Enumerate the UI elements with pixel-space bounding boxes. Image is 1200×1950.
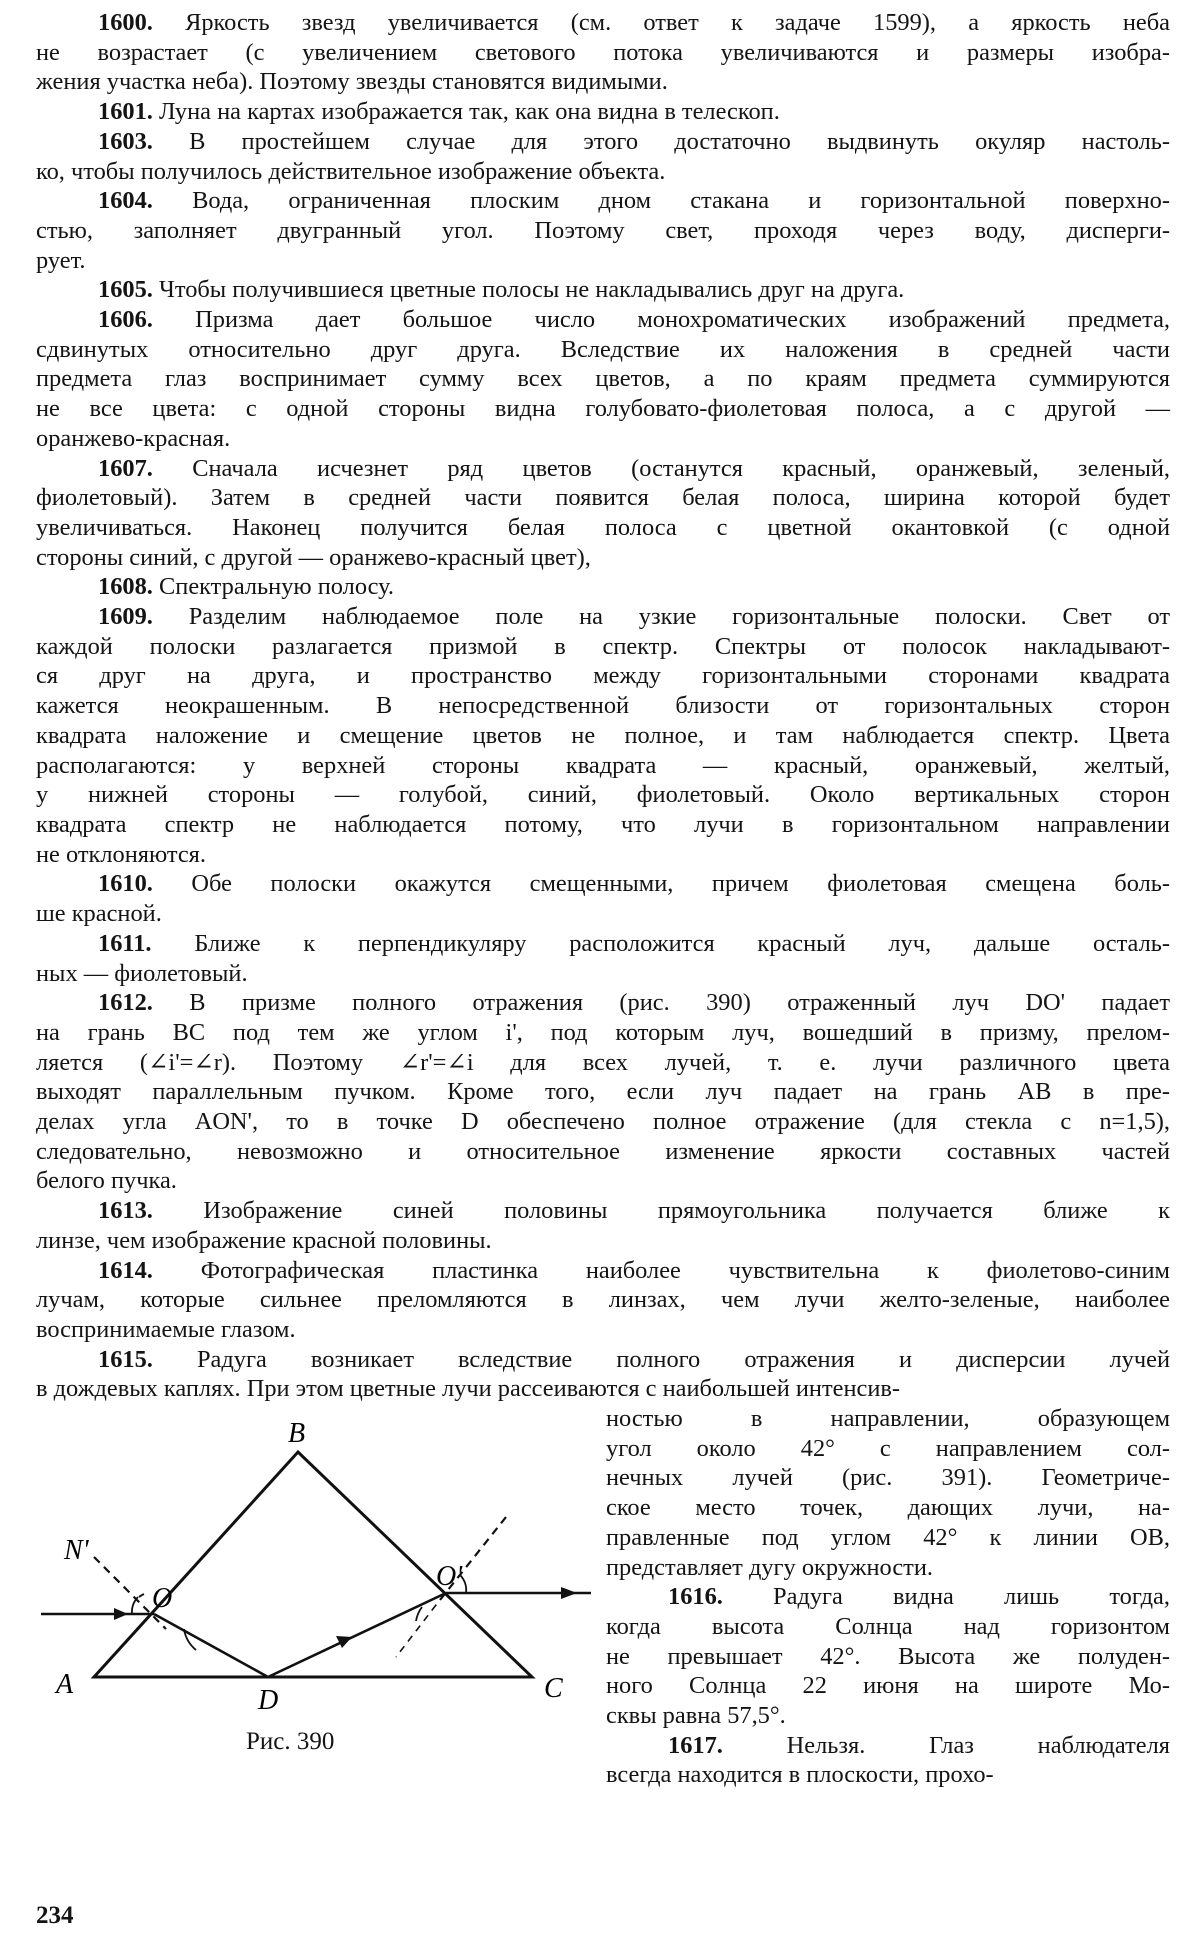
line-text: выходят параллельным пучком. Кроме того, если луч падает на грань AB в пре- xyxy=(36,1078,1170,1106)
text-line xyxy=(36,810,1170,840)
page-body xyxy=(36,8,1170,1790)
ray-o-to-d xyxy=(154,1614,268,1677)
text-line xyxy=(36,1107,1170,1137)
prism-triangle xyxy=(94,1452,532,1677)
paragraph-number: 1612. xyxy=(98,989,153,1017)
label-o-prime: O' xyxy=(436,1561,463,1593)
line-text: Луна на картах изображается так, как она видна в телескоп. xyxy=(159,98,780,126)
line-text: в дождевых каплях. При этом цветные лучи рассеиваются с наибольшей интенсив- xyxy=(36,1375,901,1403)
line-text: не отклоняются. xyxy=(36,840,206,868)
line-text: когда высота Солнца над горизонтом xyxy=(606,1612,1170,1640)
paragraph xyxy=(36,572,1170,602)
line-text: стью, заполняет двугранный угол. Поэтому свет, проходя через воду, дисперги- xyxy=(36,216,1170,244)
figure-390 xyxy=(36,1407,596,1762)
paragraph xyxy=(36,8,1170,97)
label-o: O xyxy=(152,1583,173,1615)
text-line xyxy=(36,424,1170,454)
line-text: Радуга видна лишь тогда, xyxy=(773,1583,1170,1611)
text-line xyxy=(36,513,1170,543)
paragraph-number: 1617. xyxy=(668,1731,723,1759)
line-text: рует. xyxy=(36,246,86,274)
text-line xyxy=(36,572,1170,602)
text-line xyxy=(36,1285,1170,1315)
text-line xyxy=(36,216,1170,246)
paragraph-number: 1607. xyxy=(98,454,153,482)
text-line xyxy=(36,988,1170,1018)
line-text: увеличиваться. Наконец получится белая полоса с цветной окантовкой (с одной xyxy=(36,513,1170,541)
text-line: нечных лучей (рис. 391). Геометриче- xyxy=(606,1464,1170,1492)
text-line xyxy=(36,840,1170,870)
paragraph-number: 1609. xyxy=(98,603,153,631)
line-text: линзе, чем изображение красной половины. xyxy=(36,1226,492,1254)
line-text: фиолетовый). Затем в средней части появится белая полоса, ширина которой будет xyxy=(36,484,1170,512)
line-text: Призма дает большое число монохроматических изображений предмета, xyxy=(195,306,1170,334)
angle-arc-i-prime xyxy=(416,1607,422,1621)
line-text: Нельзя. Глаз наблюдателя xyxy=(786,1731,1170,1759)
line-text: Разделим наблюдаемое поле на узкие горизонтальные полоски. Свет от xyxy=(188,603,1170,631)
incoming-arrow-icon xyxy=(114,1608,128,1620)
line-text: Чтобы получившиеся цветные полосы не накладывались друг на друга. xyxy=(159,276,905,304)
outgoing-arrow-icon xyxy=(561,1587,577,1599)
text-line xyxy=(36,1760,1170,1790)
text-line xyxy=(36,157,1170,187)
text-line: представляет дугу окружности. xyxy=(606,1553,933,1581)
paragraph xyxy=(36,454,1170,573)
text-line xyxy=(36,751,1170,781)
text-line: правленные под углом 42° к линии OB, xyxy=(606,1523,1170,1551)
text-line xyxy=(36,543,1170,573)
text-line xyxy=(36,691,1170,721)
text-line xyxy=(36,632,1170,662)
paragraph xyxy=(36,1196,1170,1255)
text-line: ностью в направлении, образующем xyxy=(606,1405,1170,1433)
paragraph-number: 1611. xyxy=(98,929,152,957)
text-line xyxy=(36,335,1170,365)
line-text: В призме полного отражения (рис. 390) отраженный луч DO' падает xyxy=(189,989,1170,1017)
text-line xyxy=(36,1196,1170,1226)
paragraph xyxy=(36,186,1170,275)
line-text: предмета глаз воспринимает сумму всех цветов, а по краям предмета суммируются xyxy=(36,365,1170,393)
paragraph xyxy=(36,869,1170,928)
ray-d-to-o-prime xyxy=(268,1593,446,1677)
line-text: располагаются: у верхней стороны квадрата — красный, оранжевый, желтый, xyxy=(36,751,1170,779)
paragraph-number: 1603. xyxy=(98,127,153,155)
paragraph xyxy=(36,127,1170,186)
text-line xyxy=(36,8,1170,38)
text-line xyxy=(36,364,1170,394)
figure-block xyxy=(36,1404,1170,1790)
label-a: A xyxy=(56,1669,74,1701)
line-text: Сначала исчезнет ряд цветов (останутся красный, оранжевый, зеленый, xyxy=(192,454,1170,482)
text-line xyxy=(36,1048,1170,1078)
paragraph xyxy=(36,305,1170,454)
text-line xyxy=(36,1374,1170,1404)
line-text: Радуга возникает вследствие полного отражения и дисперсии лучей xyxy=(196,1345,1170,1373)
line-text: следовательно, невозможно и относительное изменение яркости составных частей xyxy=(36,1137,1170,1165)
prism-diagram xyxy=(36,1407,596,1727)
paragraph xyxy=(36,929,1170,988)
text-line xyxy=(36,899,1170,929)
line-text: ся друг на друга, и пространство между горизонтальными сторонами квадрата xyxy=(36,662,1170,690)
line-text: на грань BC под тем же углом i', под которым луч, вошедший в призму, прелом- xyxy=(36,1018,1170,1046)
line-text: оранжево-красная. xyxy=(36,424,231,452)
paragraph-number: 1610. xyxy=(98,870,153,898)
text-line xyxy=(36,38,1170,68)
text-line xyxy=(36,275,1170,305)
line-text: белого пучка. xyxy=(36,1167,177,1195)
line-text: стороны синий, с другой — оранжево-красный цвет), xyxy=(36,543,591,571)
text-line xyxy=(36,67,1170,97)
line-text: у нижней стороны — голубой, синий, фиолетовый. Около вертикальных сторон xyxy=(36,781,1170,809)
paragraph xyxy=(36,1345,1170,1404)
label-d: D xyxy=(258,1685,279,1717)
line-text: делах угла AON', то в точке D обеспечено полное отражение (для стекла с n=1,5), xyxy=(36,1108,1170,1136)
text-line xyxy=(36,780,1170,810)
line-text: каждой полоски разлагается призмой в спектр. Спектры от полосок накладывают- xyxy=(36,632,1170,660)
line-text: ных — фиолетовый. xyxy=(36,959,248,987)
line-text: квадрата спектр не наблюдается потому, что лучи в горизонтальном направлении xyxy=(36,810,1170,838)
text-line: ское место точек, дающих лучи, на- xyxy=(606,1494,1170,1522)
text-line xyxy=(36,454,1170,484)
paragraph-number: 1608. xyxy=(98,573,153,601)
line-text: Яркость звезд увеличивается (см. ответ к задаче 1599), а яркость неба xyxy=(185,9,1170,36)
text-line xyxy=(36,869,1170,899)
line-text: сквы равна 57,5°. xyxy=(606,1702,786,1730)
paragraphs xyxy=(36,8,1170,1404)
page-number: 234 xyxy=(36,1902,74,1929)
line-text: ного Солнца 22 июня на широте Мо- xyxy=(606,1672,1170,1700)
paragraph xyxy=(36,988,1170,1196)
text-line xyxy=(36,394,1170,424)
paragraph-number: 1604. xyxy=(98,187,153,215)
text-line xyxy=(36,721,1170,751)
paragraph xyxy=(36,275,1170,305)
line-text: Обе полоски окажутся смещенными, причем фиолетовая смещена боль- xyxy=(191,870,1170,898)
paragraph-number: 1615. xyxy=(98,1345,153,1373)
paragraph-number: 1606. xyxy=(98,306,153,334)
text-line xyxy=(36,1226,1170,1256)
line-text: жения участка неба). Поэтому звезды становятся видимыми. xyxy=(36,68,668,96)
line-text: ше красной. xyxy=(36,900,162,928)
line-text: лучам, которые сильнее преломляются в линзах, чем лучи желто-зеленые, наиболее xyxy=(36,1286,1170,1314)
paragraph xyxy=(36,602,1170,869)
label-n-prime: N' xyxy=(64,1535,89,1567)
text-line xyxy=(36,305,1170,335)
paragraph-number: 1601. xyxy=(98,98,153,126)
line-text: не возрастает (с увеличением светового потока увеличиваются и размеры изобра- xyxy=(36,38,1170,66)
line-text: ляется (∠i'=∠r). Поэтому ∠r'=∠i для всех лучей, т. е. лучи различного цвета xyxy=(36,1048,1170,1076)
figure-caption: Рис. 390 xyxy=(246,1728,335,1756)
paragraph xyxy=(36,97,1170,127)
line-text: Изображение синей половины прямоугольника получается ближе к xyxy=(203,1197,1170,1225)
paragraph-number: 1613. xyxy=(98,1197,153,1225)
line-text: квадрата наложение и смещение цветов не полное, и там наблюдается спектр. Цвета xyxy=(36,721,1170,749)
text-line xyxy=(36,246,1170,276)
text-line xyxy=(36,97,1170,127)
paragraph-number: 1600. xyxy=(98,9,153,36)
label-c: C xyxy=(544,1673,563,1705)
text-line xyxy=(36,127,1170,157)
reflected-arrow-icon xyxy=(336,1636,352,1648)
text-line xyxy=(36,1137,1170,1167)
text-line xyxy=(36,483,1170,513)
angle-arc-i-2 xyxy=(139,1594,144,1597)
text-line xyxy=(36,661,1170,691)
line-text: В простейшем случае для этого достаточно выдвинуть окуляр настоль- xyxy=(189,127,1170,155)
line-text: Фотографическая пластинка наиболее чувствительна к фиолетово-синим xyxy=(200,1256,1170,1284)
line-text: сдвинутых относительно друг друга. Вследствие их наложения в средней части xyxy=(36,335,1170,363)
line-text: кажется неокрашенным. В непосредственной близости от горизонтальных сторон xyxy=(36,692,1170,720)
paragraph-number: 1605. xyxy=(98,276,153,304)
paragraph xyxy=(36,1256,1170,1345)
paragraph-number: 1614. xyxy=(98,1256,153,1284)
paragraph-number: 1616. xyxy=(668,1583,723,1611)
text-line xyxy=(36,186,1170,216)
label-b: B xyxy=(288,1418,306,1450)
line-text: Ближе к перпендикуляру расположится красный луч, дальше осталь- xyxy=(194,929,1170,957)
text-line xyxy=(36,1315,1170,1345)
line-text: ко, чтобы получилось действительное изображение объекта. xyxy=(36,157,666,185)
text-line xyxy=(36,929,1170,959)
text-line xyxy=(36,1345,1170,1375)
line-text: Спектральную полосу. xyxy=(159,573,394,601)
text-line xyxy=(36,1018,1170,1048)
text-line xyxy=(36,1256,1170,1286)
text-line xyxy=(36,1077,1170,1107)
text-line xyxy=(36,959,1170,989)
line-text: не превышает 42°. Высота же полуден- xyxy=(606,1642,1170,1670)
line-text: Вода, ограниченная плоским дном стакана и горизонтальной поверхно- xyxy=(192,187,1170,215)
line-text: не все цвета: с одной стороны видна голубовато-фиолетовая полоса, а с другой — xyxy=(36,395,1170,423)
text-line: угол около 42° с направлением сол- xyxy=(606,1434,1170,1462)
text-line xyxy=(36,602,1170,632)
line-text: всегда находится в плоскости, прохо- xyxy=(606,1761,994,1789)
text-line xyxy=(36,1166,1170,1196)
line-text: воспринимаемые глазом. xyxy=(36,1315,296,1343)
